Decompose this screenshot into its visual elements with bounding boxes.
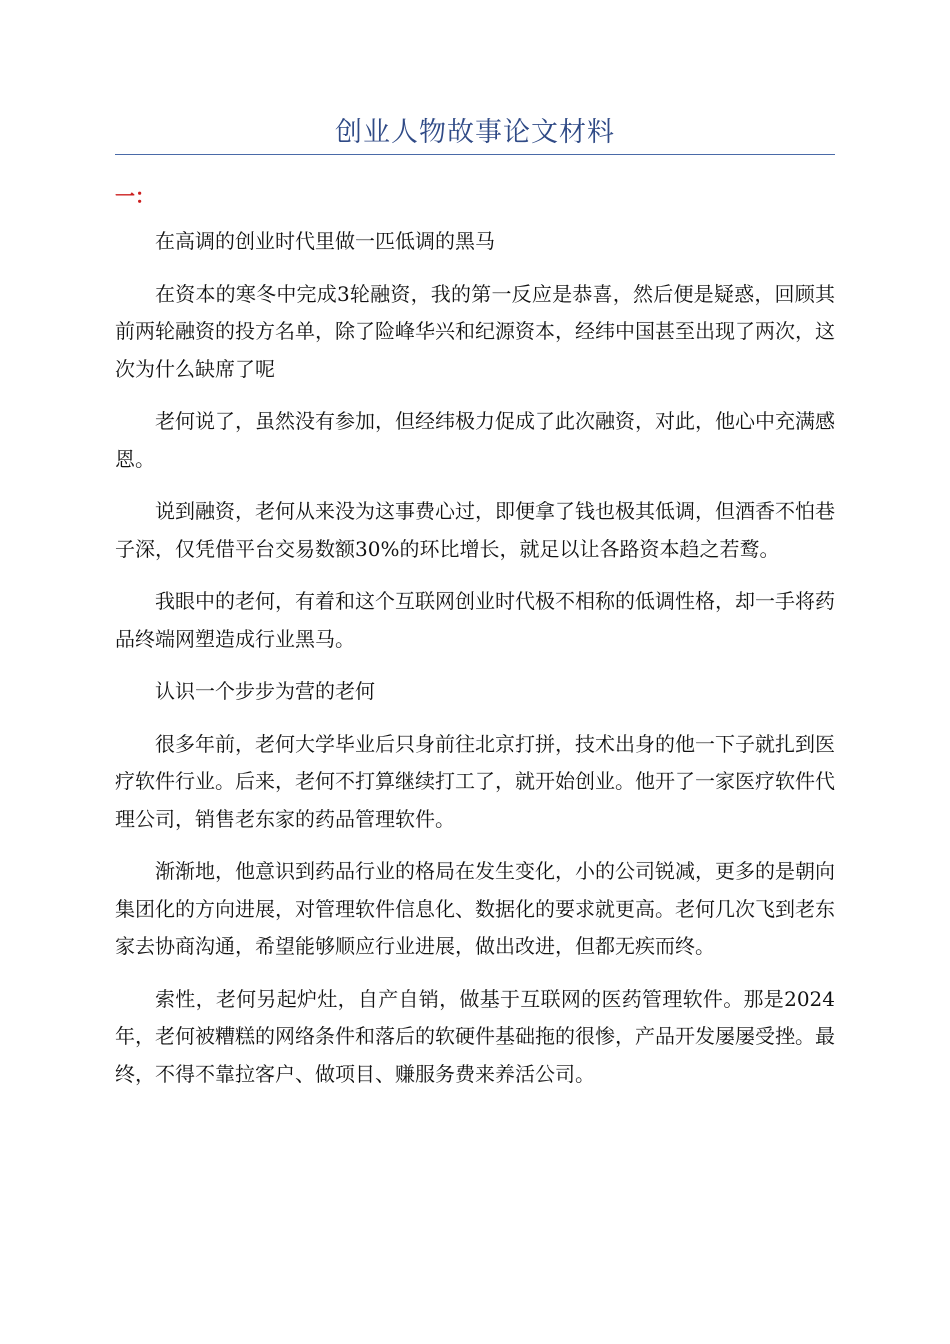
paragraph: 在资本的寒冬中完成3轮融资，我的第一反应是恭喜，然后便是疑惑，回顾其前两轮融资的投方名单，除了险峰华兴和纪源资本，经纬中国甚至出现了两次，这次为什么缺席了呢 xyxy=(115,281,835,381)
paragraph-subheading: 认识一个步步为营的老何 xyxy=(155,679,375,703)
paragraph: 很多年前，老何大学毕业后只身前往北京打拼，技术出身的他一下子就扎到医疗软件行业。后来，老何不打算继续打工了，就开始创业。他开了一家医疗软件代理公司，销售老东家的药品管理软件。 xyxy=(115,731,835,831)
paragraph: 我眼中的老何，有着和这个互联网创业时代极不相称的低调性格，却一手将药品终端网塑造成行业黑马。 xyxy=(115,589,835,651)
document-body xyxy=(115,223,835,1108)
paragraph: 渐渐地，他意识到药品行业的格局在发生变化，小的公司锐减，更多的是朝向集团化的方向进展，对管理软件信息化、数据化的要求就更高。老何几次飞到老东家去协商沟通，希望能够顺应行业进展，做出改进，但都无疾而终。 xyxy=(115,859,835,958)
paragraph: 老何说了，虽然没有参加，但经纬极力促成了此次融资，对此，他心中充满感恩。 xyxy=(115,409,835,471)
paragraph: 索性，老何另起炉灶，自产自销，做基于互联网的医药管理软件。那是2024年，老何被糟糕的网络条件和落后的软硬件基础拖的很惨，产品开发屡屡受挫。最终，不得不靠拉客户、做项目、赚服务费来养活公司。 xyxy=(115,986,835,1086)
document-title: 创业人物故事论文材料 xyxy=(335,117,615,148)
title-underline xyxy=(115,154,835,155)
section-marker: 一： xyxy=(115,184,155,208)
paragraph-heading-dark-horse: 在高调的创业时代里做一匹低调的黑马 xyxy=(155,229,495,253)
paragraph: 说到融资，老何从来没为这事费心过，即便拿了钱也极其低调，但酒香不怕巷子深，仅凭借平台交易数额30%的环比增长，就足以让各路资本趋之若鹜。 xyxy=(115,499,835,561)
